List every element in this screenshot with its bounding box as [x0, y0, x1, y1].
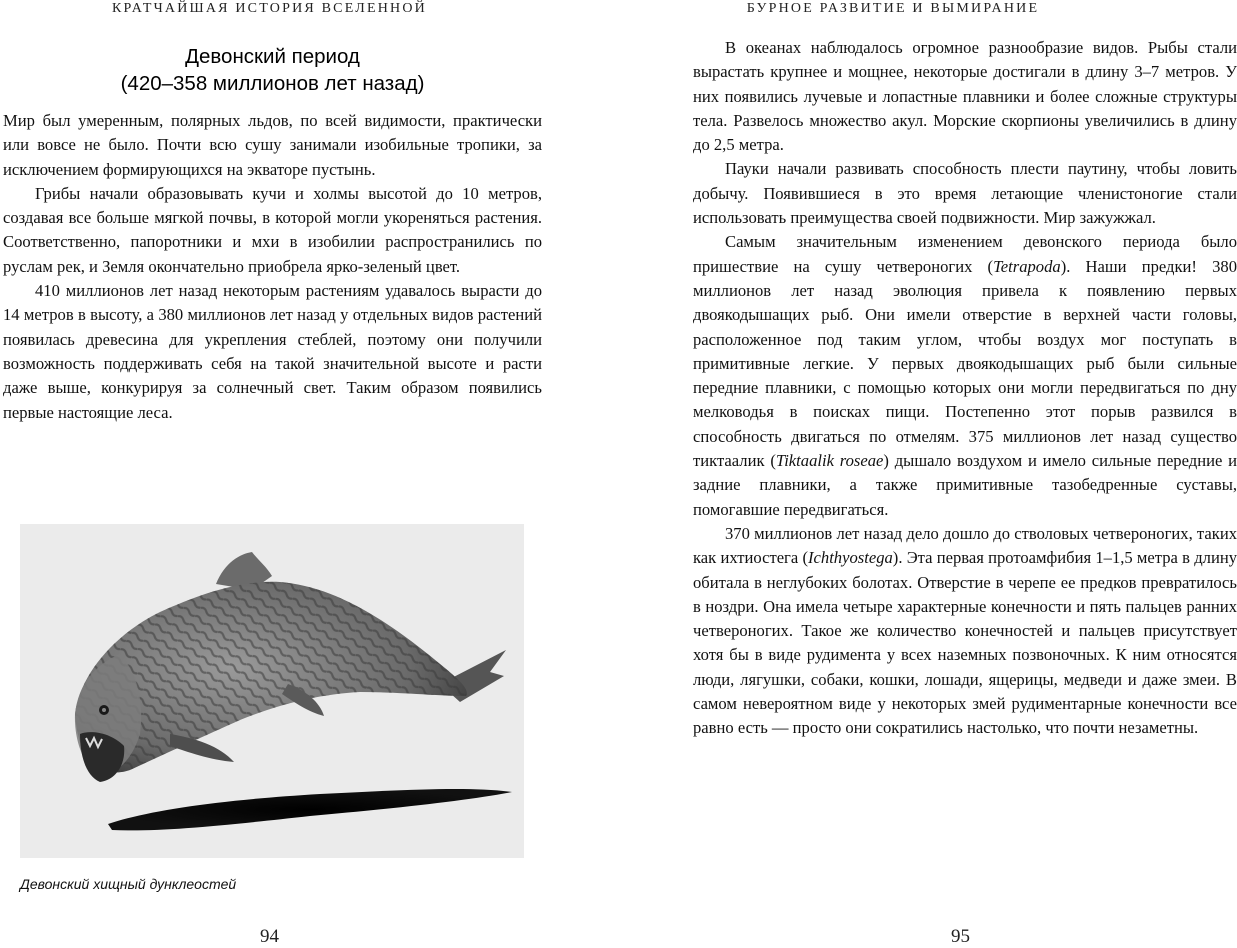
latin-term: Ichthyostega: [808, 548, 893, 568]
page-number-left: 94: [260, 926, 279, 947]
page-number-right: 95: [951, 926, 970, 947]
paragraph: Грибы начали образовывать кучи и холмы высотой до 10 метров, создавая все больше мягкой почвы, в которой могли укореняться растения. Соответственно, папоротники и мхи в изобилии распространились по руслам рек, и Земля окончательно приобрела ярко-зеленый цвет.: [3, 183, 542, 276]
section-title: [0, 43, 545, 97]
paragraph: 370 миллионов лет назад дело дошло до стволовых четвероногих, таких как ихтиостега (Ichthyostega). Эта первая протоамфибия 1–1,5 метра в длину обитала в неглубоких болотах. Отверстие в черепе ее предков превратилось в ноздри. Она имела четыре характерные конечности и пять пальцев ранних четвероногих. Такое же количество конечностей и пальцев присутствует хотя бы в виде рудимента у всех наземных позвоночных. К ним относятся люди, лягушки, собаки, кошки, лошади, ящерицы, медведи и даже змеи. В самом невероятном виде у некоторых змей рудиментарные конечности все равно есть — просто они сократились настолько, что почти незаметны.: [693, 523, 1237, 738]
dunkleosteus-illustration: [20, 524, 524, 858]
paragraph: Мир был умеренным, полярных льдов, по всей видимости, практически или вовсе не было. Почти всю сушу занимали изобильные тропики, за исключением формирующихся на экваторе пустынь.: [3, 111, 542, 179]
right-body-text: [693, 36, 1237, 741]
paragraph: Самым значительным изменением девонского периода было пришествие на сушу четвероногих (Tetrapoda). Наши предки! 380 миллионов лет назад эволюция привела к появлению первых двоякодышащих рыб. Они имели отверстие в верхней части головы, расположенное под таким углом, чтобы воздух мог поступать в примитивные легкие. У первых двоякодышащих рыб были сильные передние плавники, с помощью которых они могли передвигаться по дну мелководья в поисках пищи. Постепенно этот порыв развился в способность двигаться по отмелям. 375 миллионов лет назад существо тиктаалик (Tiktaalik roseae) дышало воздухом и имело сильные передние и задние плавники, а также примитивные тазобедренные суставы, помогавшие передвигаться.: [693, 232, 1237, 519]
paragraph: В океанах наблюдалось огромное разнообразие видов. Рыбы стали вырастать крупнее и мощнее, некоторые достигали в длину 3–7 метров. У них появились лучевые и лопастные плавники и более сложные структуры тела. Развелось множество акул. Морские скорпионы увеличились в длину до 2,5 метра.: [693, 38, 1237, 155]
left-page: [0, 0, 545, 948]
fish-shadow: [108, 789, 512, 830]
figure-caption: Девонский хищный дунклеостей: [20, 876, 237, 892]
paragraph: Пауки начали развивать способность плести паутину, чтобы ловить добычу. Появившиеся в это время летающие членистоногие стали использовать преимущества своей подвижности. Мир зажужжал.: [693, 159, 1237, 228]
running-head-right: БУРНОЕ РАЗВИТИЕ И ВЫМИРАНИЕ: [746, 1, 1040, 16]
left-body-text: [3, 109, 542, 425]
latin-term: Tetrapoda: [993, 256, 1061, 276]
fish-drawing: [20, 524, 524, 858]
fish-pectoral-fin: [170, 734, 234, 762]
paragraph: 410 миллионов лет назад некоторым растениям удавалось вырасти до 14 метров в высоту, а 380 миллионов лет назад у отдельных видов растений появилась древесина для укрепления стеблей, поэтому они получили возможность поддерживать себя на такой значительной высоте и расти даже выше, конкурируя за солнечный свет. Таким образом появились первые настоящие леса.: [3, 281, 542, 422]
section-title-dates: (420–358 миллионов лет назад): [120, 72, 425, 95]
running-head-left: КРАТЧАЙШАЯ ИСТОРИЯ ВСЕЛЕННОЙ: [112, 1, 427, 16]
right-page: [693, 0, 1237, 948]
latin-term: Tiktaalik roseae: [775, 451, 884, 471]
section-title-name: Девонский период: [185, 45, 360, 68]
